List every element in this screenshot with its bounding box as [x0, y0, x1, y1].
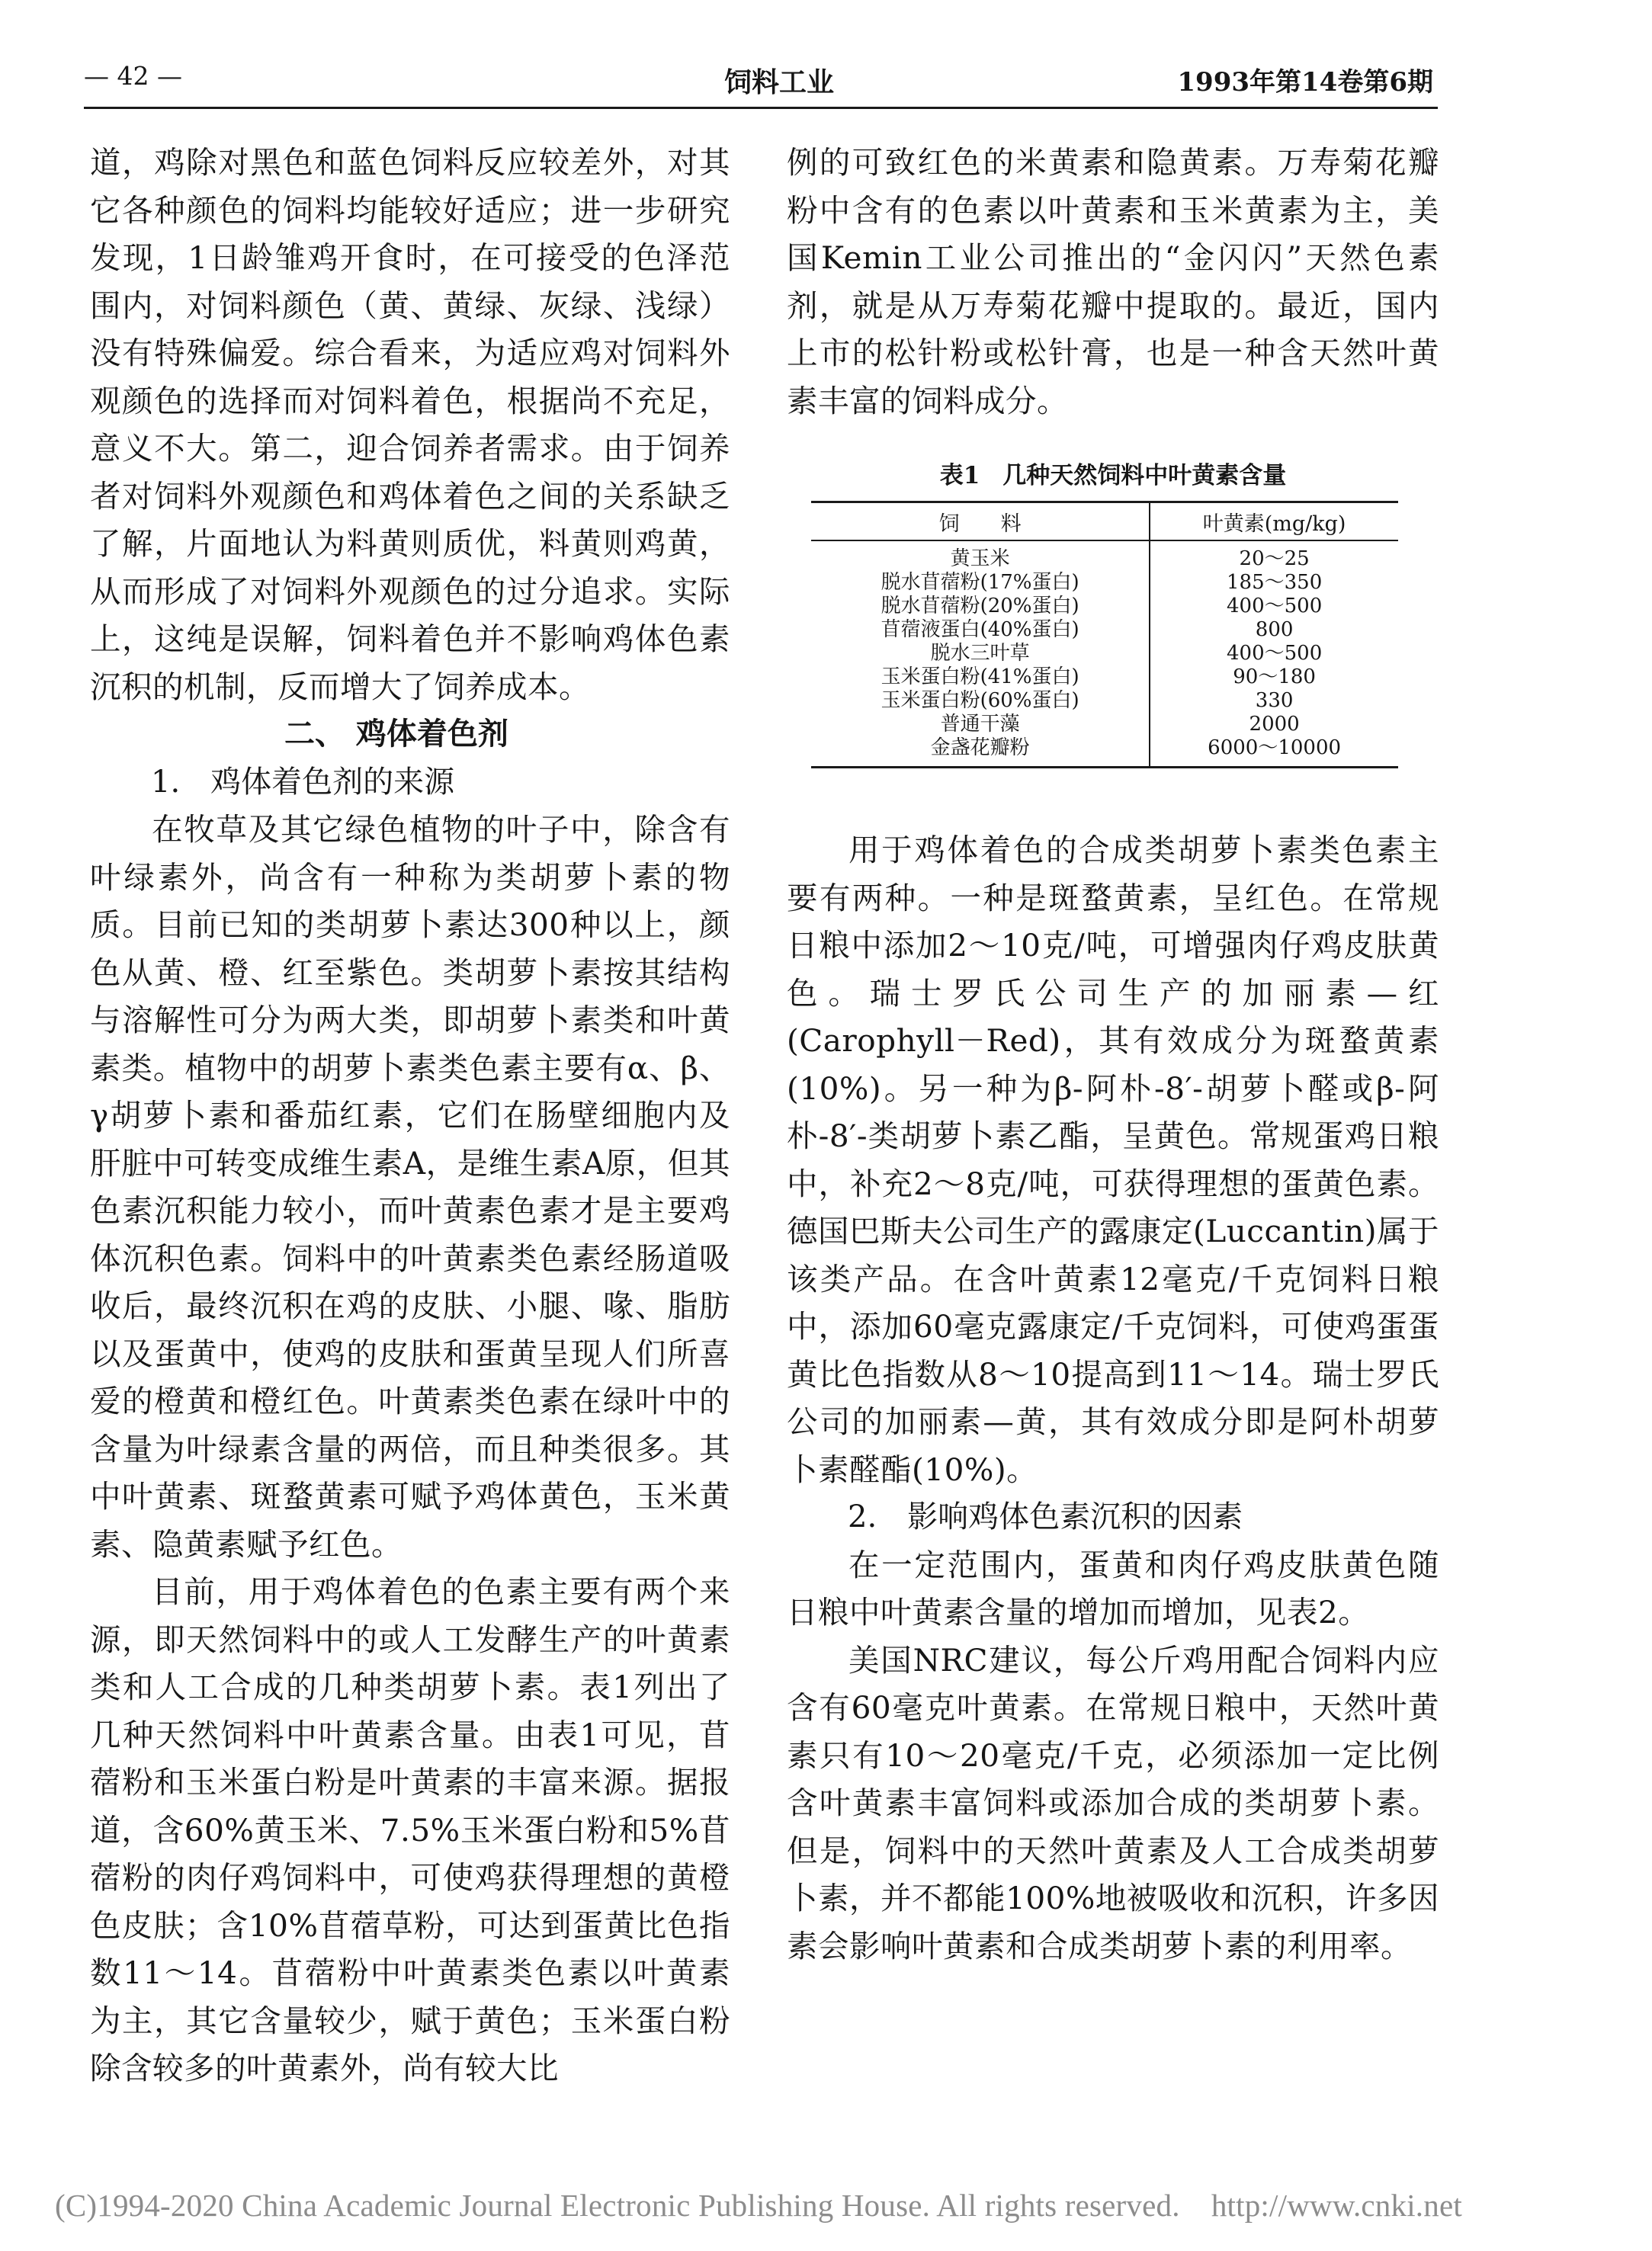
- table-title: 几种天然饲料中叶黄素含量: [1002, 462, 1287, 489]
- right-column: [787, 139, 1439, 1970]
- table-row: [811, 642, 1398, 665]
- feed-cell: 脱水苜蓿粉(17%蛋白): [811, 571, 1150, 595]
- feed-cell: 苜蓿液蛋白(40%蛋白): [811, 618, 1150, 642]
- paragraph: 在一定范围内，蛋黄和肉仔鸡皮肤黄色随日粮中叶黄素含量的增加而增加，见表2。: [787, 1546, 1439, 1631]
- issue-info: 1993年第14卷第6期: [1177, 67, 1433, 98]
- paragraph: 例的可致红色的米黄素和隐黄素。万寿菊花瓣粉中含有的色素以叶黄素和玉米黄素为主，美国Kemin工业公司推出的“金闪闪”天然色素剂，就是从万寿菊花瓣中提取的。最近，国内上市的松针粉或松针膏，也是一种含天然叶黄素丰富的饲料成分。: [787, 144, 1439, 419]
- left-column: [90, 139, 730, 2092]
- lutein-cell: 185～350: [1226, 571, 1323, 594]
- table-row: [811, 665, 1398, 689]
- feed-cell: 金盏花瓣粉: [811, 736, 1150, 768]
- paragraph: 在牧草及其它绿色植物的叶子中，除含有叶绿素外，尚含有一种称为类胡萝卜素的物质。目前已知的类胡萝卜素达300种以上，颜色从黄、橙、红至紫色。类胡萝卜素按其结构与溶解性可分为两大类，即胡萝卜素类和叶黄素类。植物中的胡萝卜素类色素主要有α、β、γ胡萝卜素和番茄红素，它们在肠壁细胞内及肝脏中可转变成维生素A，是维生素A原，但其色素沉积能力较小，而叶黄素色素才是主要鸡体沉积色素。饲料中的叶黄素类色素经肠道吸收后，最终沉积在鸡的皮肤、小腿、喙、脂肪以及蛋黄中，使鸡的皮肤和蛋黄呈现人们所喜爱的橙黄和橙红色。叶黄素类色素在绿叶中的含量为叶绿素含量的两倍，而且种类很多。其中叶黄素、斑蝥黄素可赋予鸡体黄色，玉米黄素、隐黄素赋予红色。: [90, 811, 730, 1563]
- lutein-cell: 2000: [1249, 713, 1300, 736]
- subsection-heading: 1. 鸡体着色剂的来源: [151, 764, 455, 800]
- feed-cell: 玉米蛋白粉(60%蛋白): [811, 689, 1150, 713]
- lutein-cell: 400～500: [1226, 642, 1323, 665]
- table-row: [811, 713, 1398, 736]
- column-header-feed: 饲 料: [811, 502, 1150, 541]
- lutein-cell: 6000～10000: [1208, 736, 1342, 759]
- paragraph: 道，鸡除对黑色和蓝色饲料反应较差外，对其它各种颜色的饲料均能较好适应；进一步研究发现，1日龄雏鸡开食时，在可接受的色泽范围内，对饲料颜色（黄、黄绿、灰绿、浅绿）没有特殊偏爱。综合看来，为适应鸡对饲料外观颜色的选择而对饲料着色，根据尚不充足，意义不大。第二，迎合饲养者需求。由于饲养者对饲料外观颜色和鸡体着色之间的关系缺乏了解，片面地认为料黄则质优，料黄则鸡黄，从而形成了对饲料外观颜色的过分追求。实际上，这纯是误解，饲料着色并不影响鸡体色素沉积的机制，反而增大了饲养成本。: [90, 144, 730, 705]
- feed-cell: 脱水苜蓿粉(20%蛋白): [811, 595, 1150, 618]
- table-caption: [787, 457, 1439, 495]
- table-header-row: [811, 502, 1398, 541]
- feed-cell: 脱水三叶草: [811, 642, 1150, 665]
- page-header: [84, 55, 1433, 101]
- lutein-cell: 400～500: [1226, 595, 1323, 617]
- paragraph: 美国NRC建议，每公斤鸡用配合饲料内应含有60毫克叶黄素。在常规日粮中，天然叶黄素只有10～20毫克/千克，必须添加一定比例含叶黄素丰富饲料或添加合成的类胡萝卜素。但是，饲料中的天然叶黄素及人工合成类胡萝卜素，并不都能100%地被吸收和沉积，许多因素会影响叶黄素和合成类胡萝卜素的利用率。: [787, 1641, 1439, 1964]
- section-heading: 二、 鸡体着色剂: [284, 716, 508, 752]
- lutein-content-table: [811, 501, 1398, 768]
- copyright-footer: (C)1994-2020 China Academic Journal Electronic Publishing House. All rights reserved. http://www.cnki.net: [55, 2188, 1462, 2223]
- feed-cell: 玉米蛋白粉(41%蛋白): [811, 665, 1150, 689]
- table-row: [811, 689, 1398, 713]
- journal-title: 饲料工业: [724, 66, 835, 98]
- lutein-cell: 90～180: [1233, 665, 1316, 688]
- column-header-lutein: 叶黄素(mg/kg): [1150, 502, 1398, 541]
- subsection-heading: 2. 影响鸡体色素沉积的因素: [848, 1499, 1243, 1534]
- feed-cell: 普通干藻: [811, 713, 1150, 736]
- table-row: [811, 736, 1398, 768]
- page-number: — 42 —: [84, 61, 182, 91]
- lutein-cell: 330: [1255, 689, 1294, 712]
- table-row: [811, 571, 1398, 595]
- table-row: [811, 540, 1398, 571]
- table-row: [811, 595, 1398, 618]
- lutein-cell: 20～25: [1239, 547, 1310, 570]
- paragraph: 用于鸡体着色的合成类胡萝卜素类色素主要有两种。一种是斑蝥黄素，呈红色。在常规日粮中添加2～10克/吨，可增强肉仔鸡皮肤黄色。瑞士罗氏公司生产的加丽素—红(Carophyll－Red)，其有效成分为斑蝥黄素(10%)。另一种为β-阿朴-8′-胡萝卜醛或β-阿朴-8′-类胡萝卜素乙酯，呈黄色。常规蛋鸡日粮中，补充2～8克/吨，可获得理想的蛋黄色素。德国巴斯夫公司生产的露康定(Luccantin)属于该类产品。在含叶黄素12毫克/千克饲料日粮中，添加60毫克露康定/千克饲料，可使鸡蛋蛋黄比色指数从8～10提高到11～14。瑞士罗氏公司的加丽素—黄，其有效成分即是阿朴胡萝卜素醛酯(10%)。: [787, 832, 1439, 1488]
- feed-cell: 黄玉米: [811, 540, 1150, 571]
- paragraph: 目前，用于鸡体着色的色素主要有两个来源，即天然饲料中的或人工发酵生产的叶黄素类和人工合成的几种类胡萝卜素。表1列出了几种天然饲料中叶黄素含量。由表1可见，苜蓿粉和玉米蛋白粉是叶黄素的丰富来源。据报道，含60%黄玉米、7.5%玉米蛋白粉和5%苜蓿粉的肉仔鸡饲料中，可使鸡获得理想的黄橙色皮肤；含10%苜蓿草粉，可达到蛋黄比色指数11～14。苜蓿粉中叶黄素类色素以叶黄素为主，其它含量较少，赋于黄色；玉米蛋白粉除含较多的叶黄素外，尚有较大比: [90, 1573, 730, 2086]
- lutein-cell: 800: [1255, 618, 1294, 641]
- table-number: 表1: [939, 462, 980, 489]
- table-row: [811, 618, 1398, 642]
- header-rule: [84, 107, 1438, 109]
